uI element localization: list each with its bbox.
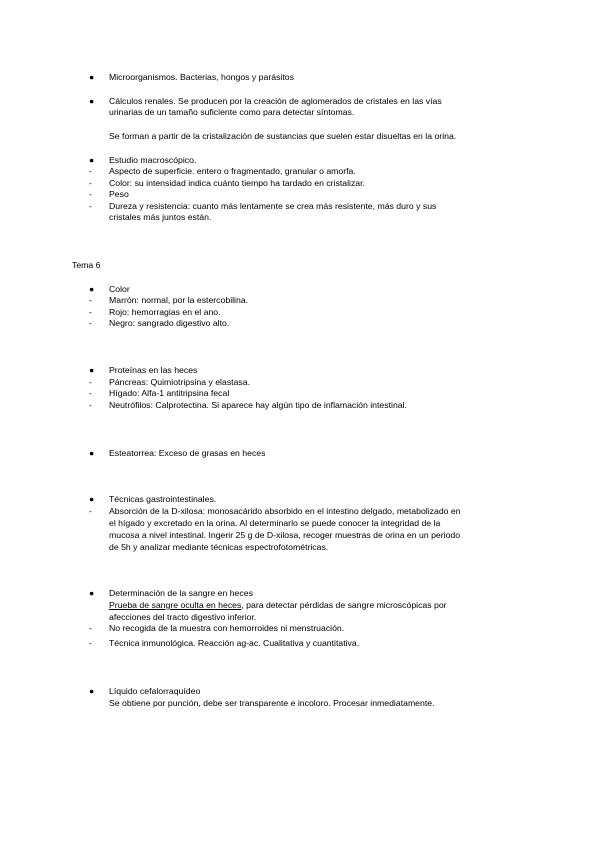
section-heading: Tema 6 (72, 260, 101, 270)
prueba-line (109, 600, 539, 612)
bullet-icon: ● (89, 365, 95, 375)
item-text: Absorción de la D-xilosa: monosacárido absorbido en el intestino delgado, metabolizado en (109, 506, 461, 516)
bullet-icon: ● (89, 96, 95, 106)
item-text-continuation: cristales más juntos están. (109, 212, 212, 222)
item-text: Páncreas: Quimiotripsina y elastasa. (109, 377, 250, 387)
item-text: Hígado: Alfa-1 antitripsina fecal (109, 388, 230, 398)
item-text-continuation: el hígado y excretado en la orina. Al determinarlo se puede conocer la integridad de la (109, 518, 441, 528)
item-text: Neutrófilos: Calprotectina. Si aparece hay algún tipo de inflamación intestinal. (109, 400, 407, 410)
item-text: Esteatorrea: Exceso de grasas en heces (109, 448, 266, 458)
dash-marker: - (89, 638, 92, 648)
item-text: Negro: sangrado digestivo alto. (109, 318, 230, 328)
item-text: Color (109, 284, 130, 294)
item-text: Aspecto de superficie. entero o fragmentado, granular o amorfa. (109, 166, 356, 176)
prueba-text: , para detectar pérdidas de sangre microscópicas por (241, 600, 447, 610)
dash-marker: - (89, 295, 92, 305)
dash-marker: - (89, 506, 92, 516)
dash-marker: - (89, 318, 92, 328)
item-text: Rojo: hemorragias en el ano. (109, 307, 221, 317)
bullet-icon: ● (89, 72, 95, 82)
item-text: Marrón: normal, por la estercobilina. (109, 295, 249, 305)
bullet-icon: ● (89, 494, 95, 504)
item-text-continuation: urinarias de un tamaño suficiente como para detectar síntomas. (109, 107, 355, 117)
item-text: Microorganismos. Bacterias, hongos y parásitos (109, 72, 294, 82)
bullet-icon: ● (89, 284, 95, 294)
dash-marker: - (89, 178, 92, 188)
dash-marker: - (89, 166, 92, 176)
paragraph: Se forman a partir de la cristalización de sustancias que suelen estar disueltas en la orina. (109, 131, 457, 141)
bullet-icon: ● (89, 588, 95, 598)
dash-marker: - (89, 400, 92, 410)
item-text: Líquido cefalorraquídeo (109, 686, 201, 696)
dash-marker: - (89, 307, 92, 317)
item-text-continuation: de 5h y analizar mediante técnicas espectrofotométricas. (109, 542, 329, 552)
bullet-icon: ● (89, 448, 95, 458)
dash-marker: - (89, 377, 92, 387)
item-text: Proteínas en las heces (109, 365, 198, 375)
item-text: Estudio macroscópico. (109, 155, 197, 165)
dash-marker: - (89, 201, 92, 211)
dash-marker: - (89, 623, 92, 633)
item-text-continuation: afecciones del tracto digestivo inferior. (109, 612, 257, 622)
prueba-link: Prueba de sangre oculta en heces (109, 600, 242, 610)
item-text: Dureza y resistencia: cuanto más lentamente se crea más resistente, más duro y sus (109, 201, 437, 211)
item-text-continuation: mucosa a nivel intestinal. Ingerir 25 g de D-xilosa, recoger muestras de orina en un periodo (109, 530, 461, 540)
item-text: Determinación de la sangre en heces (109, 588, 253, 598)
item-text: Peso (109, 189, 129, 199)
dash-marker: - (89, 189, 92, 199)
item-text: Color: su intensidad indica cuánto tiempo ha tardado en cristalizar. (109, 178, 365, 188)
bullet-icon: ● (89, 686, 95, 696)
item-text-continuation: Se obtiene por punción, debe ser transparente e incoloro. Procesar inmediatamente. (109, 698, 435, 708)
bullet-icon: ● (89, 155, 95, 165)
item-text: Cálculos renales. Se producen por la creación de aglomerados de cristales en las vías (109, 96, 442, 106)
item-text: No recogida de la muestra con hemorroides ni menstruación. (109, 623, 345, 633)
dash-marker: - (89, 388, 92, 398)
item-text: Técnica inmunológica. Reacción ag-ac. Cualitativa y cuantitativa. (109, 638, 360, 648)
item-text: Técnicas gastrointestinales. (109, 494, 217, 504)
